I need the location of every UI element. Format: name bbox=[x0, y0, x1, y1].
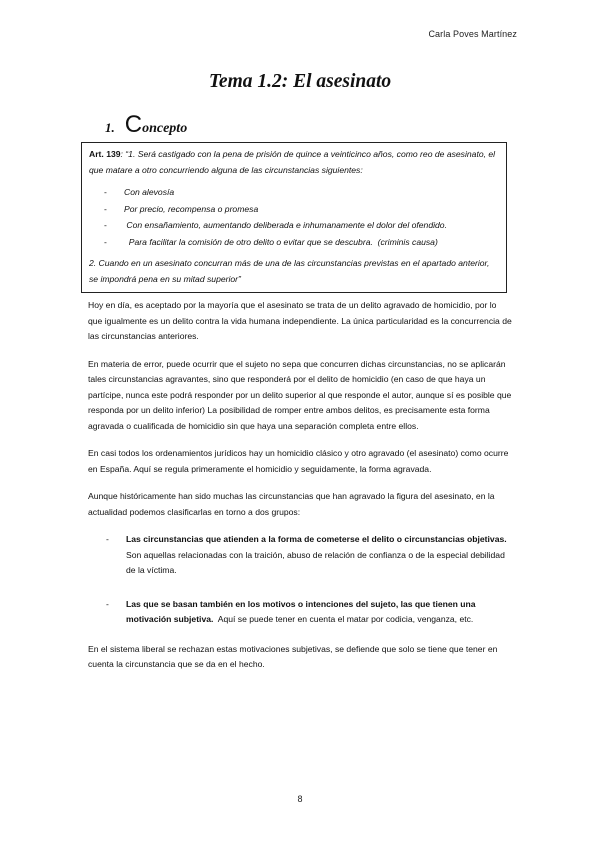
header-author: Carla Poves Martínez bbox=[428, 29, 517, 39]
group-text: Aquí se puede tener en cuenta el matar por codicia, venganza, etc. bbox=[213, 614, 474, 624]
paragraph: Hoy en día, es aceptado por la mayoría que el asesinato se trata de un delito agravado de homicidio, por lo que igualmente es un delito contra la vida humana independiente. La única particularidad es la concurrencia de las circunstancias anteriores. bbox=[88, 300, 512, 341]
section-number: 1. bbox=[105, 120, 115, 135]
article-circumstances-list bbox=[89, 184, 499, 250]
page-title: Tema 1.2: El asesinato bbox=[208, 71, 392, 92]
article-closing: 2. Cuando en un asesinato concurran más de una de las circunstancias previstas en el apartado anterior, se impondrá pena en su mitad superior” bbox=[89, 258, 490, 284]
section-initial: C bbox=[124, 111, 143, 138]
body-text bbox=[88, 298, 512, 683]
group-bold-text: Las que se basan también en los motivos o intenciones del sujeto, las que tienen una motivación subjetiva. bbox=[126, 598, 476, 624]
page-number: 8 bbox=[297, 794, 303, 804]
list-item: - Con ensañamiento, aumentando deliberada e inhumanamente el dolor del ofendido. bbox=[104, 220, 447, 230]
groups-list bbox=[88, 532, 512, 628]
list-item: - Las circunstancias que atienden a la forma de cometerse el delito o circunstancias objetivas. Son aquellas relacionadas con la traición, abuso de relación de confianza o de la especial debilidad de la víctima. bbox=[106, 534, 507, 575]
paragraph: En el sistema liberal se rechazan estas motivaciones subjetivas, se defiende que solo se tiene que tener en cuenta la circunstancia que se da en el hecho. bbox=[88, 643, 498, 669]
article-intro bbox=[89, 147, 499, 178]
paragraph: En casi todos los ordenamientos jurídicos hay un homicidio clásico y otro agravado (el asesinato) como ocurre en España. Aquí se regula primeramente el homicidio y seguidamente, la forma agravada. bbox=[88, 448, 509, 474]
group-text: Son aquellas relacionadas con la traición, abuso de relación de confianza o de la especial debilidad de la víctima. bbox=[126, 549, 505, 575]
paragraph: Aunque históricamente han sido muchas las circunstancias que han agravado la figura del asesinato, en la actualidad podemos clasificarlas en torno a dos grupos: bbox=[88, 491, 495, 517]
article-quote-box bbox=[81, 142, 507, 293]
list-item: - Con alevosía bbox=[104, 187, 175, 197]
paragraph: En materia de error, puede ocurrir que el sujeto no sepa que concurren dichas circunstancias, no se aplicarán tales circunstancias agravantes, sino que responderá por el delito de homicidio (en caso de que haya un partícipe, nunca este podrá responder por un delito superior al que responde el autor, aunque sí es posible que responda por un delito inferior) La posibilidad de romper entre ambos delitos, es precisamente esta forma agravada o cualificada de homicidio sin que haya una separación completa entre ellos. bbox=[88, 358, 512, 431]
list-item: - Por precio, recompensa o promesa bbox=[104, 203, 259, 214]
article-label: Art. 139 bbox=[89, 149, 121, 159]
list-item: - Para facilitar la comisión de otro delito o evitar que se descubra. (criminis causa) bbox=[104, 236, 438, 247]
section-heading bbox=[105, 111, 187, 139]
list-item: - Las que se basan también en los motivos o intenciones del sujeto, las que tienen una motivación subjetiva. Aquí se puede tener en cuenta el matar por codicia, venganza, etc. bbox=[106, 598, 476, 624]
article-intro-text: : “1. Será castigado con la pena de prisión de quince a veinticinco años, como reo de asesinato, el que matare a otro concurriendo alguna de las circunstancias siguientes: bbox=[89, 149, 496, 175]
group-bold-text: Las circunstancias que atienden a la forma de cometerse el delito o circunstancias objetivas. bbox=[126, 534, 507, 544]
section-title-rest: oncepto bbox=[142, 121, 188, 136]
